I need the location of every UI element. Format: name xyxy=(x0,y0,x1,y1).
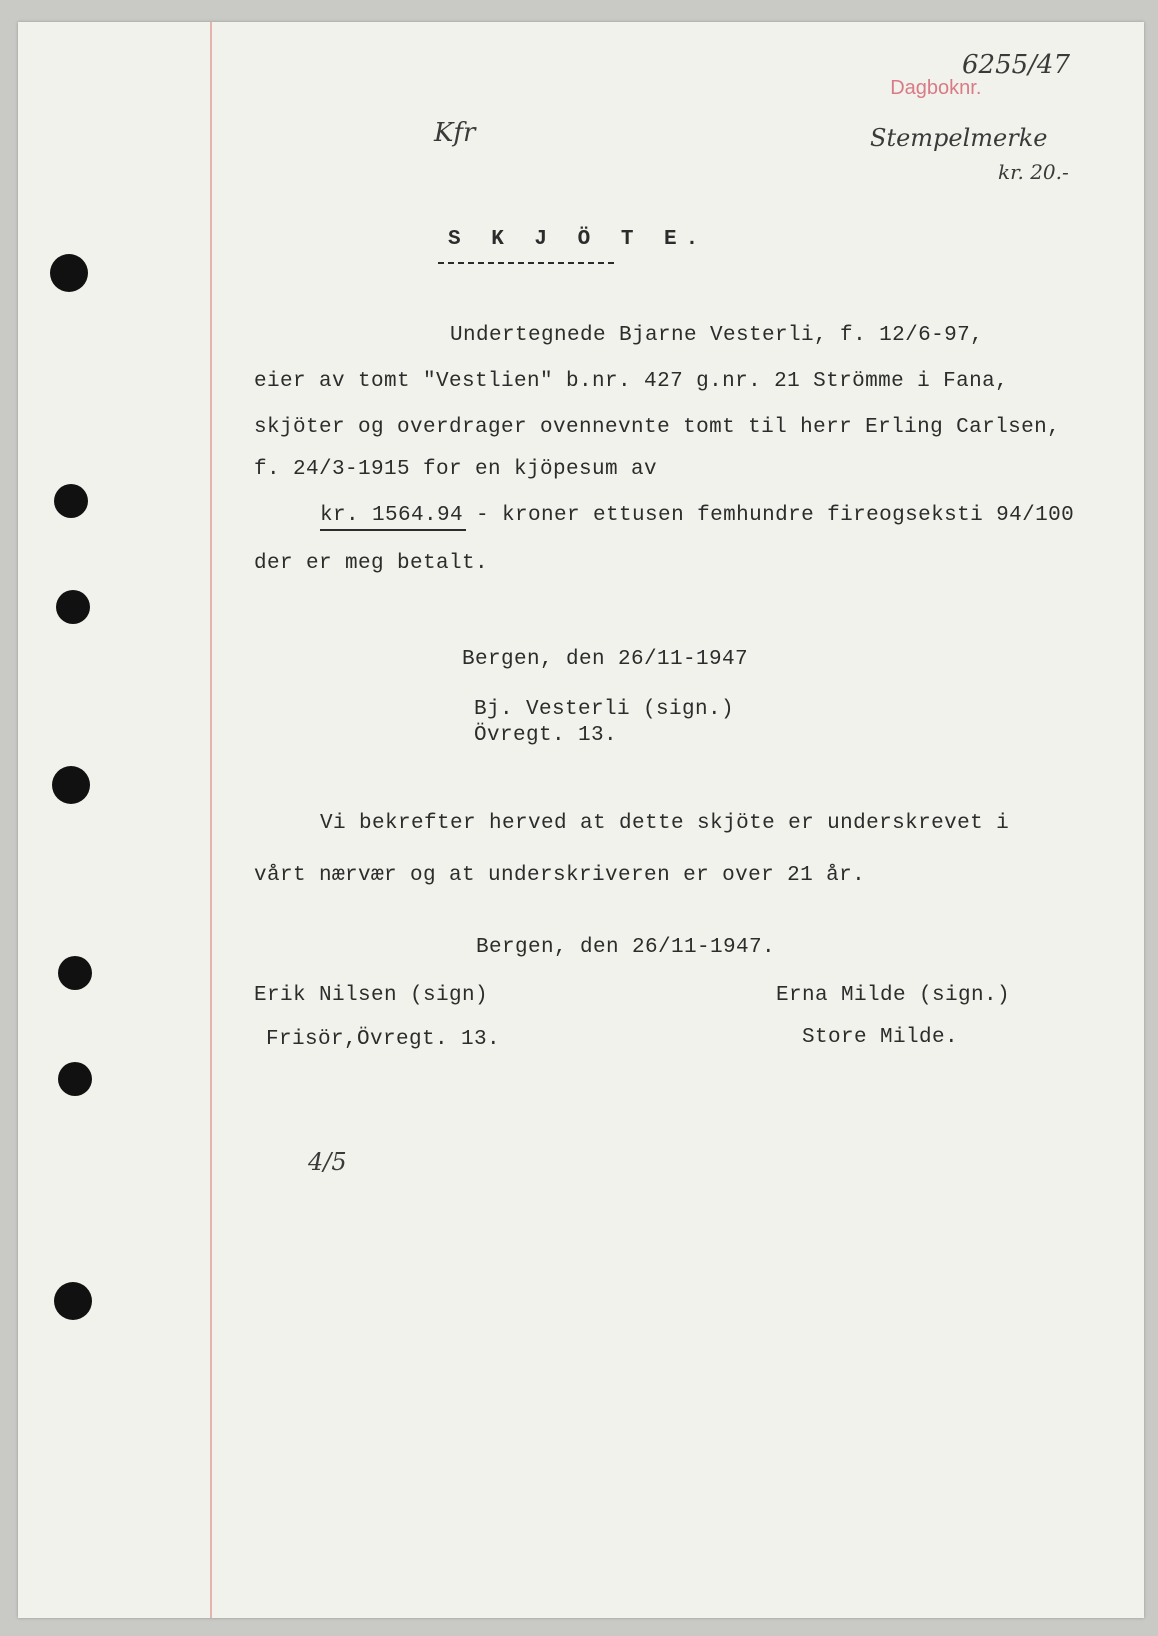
date-1: Bergen, den 26/11-1947 xyxy=(462,648,749,671)
para1-line3: skjöter og overdrager ovennevnte tomt til herr Erling Carlsen, xyxy=(254,416,1061,439)
seller-address: Övregt. 13. xyxy=(474,724,618,747)
seller-signature: Bj. Vesterli (sign.) xyxy=(474,698,735,721)
para1-line1: Undertegnede Bjarne Vesterli, f. 12/6-97, xyxy=(450,324,984,347)
para2-line2: vårt nærvær og at underskriveren er over 21 år. xyxy=(254,864,866,887)
document-page xyxy=(18,22,1144,1618)
witness1-name: Erik Nilsen (sign) xyxy=(254,984,489,1007)
amount-words: - kroner ettusen femhundre fireogseksti 94/100 xyxy=(463,504,1075,527)
footer-initials: 4/5 xyxy=(308,1148,347,1176)
para2-line1: Vi bekrefter herved at dette skjöte er underskrevet i xyxy=(320,812,1010,835)
punch-hole xyxy=(54,1282,92,1320)
title-underline xyxy=(438,262,614,264)
initials: Kfr xyxy=(434,118,476,148)
stamp-note-line1: Stempelmerke xyxy=(870,124,1048,152)
margin-line xyxy=(210,22,212,1618)
witness1-address: Frisör,Övregt. 13. xyxy=(266,1028,501,1051)
dagbok-number: 6255/47 xyxy=(962,50,1071,80)
para1-line4: f. 24/3-1915 for en kjöpesum av xyxy=(254,458,658,481)
dagbok-stamp-label: Dagboknr. xyxy=(890,77,982,99)
date-2: Bergen, den 26/11-1947. xyxy=(476,936,776,959)
paid-line: der er meg betalt. xyxy=(254,552,489,575)
witness2-name: Erna Milde (sign.) xyxy=(776,984,1011,1007)
stamp-note-line2: kr. 20.- xyxy=(998,160,1069,184)
punch-hole xyxy=(58,956,92,990)
punch-hole xyxy=(52,766,90,804)
amount-line xyxy=(320,504,1074,527)
punch-hole xyxy=(56,590,90,624)
document-title: S K J Ö T E. xyxy=(448,228,708,251)
punch-hole xyxy=(50,254,88,292)
punch-hole xyxy=(54,484,88,518)
amount-underline xyxy=(320,529,466,531)
amount-value: kr. 1564.94 xyxy=(320,504,464,527)
witness2-address: Store Milde. xyxy=(802,1026,959,1049)
punch-hole xyxy=(58,1062,92,1096)
para1-line2: eier av tomt "Vestlien" b.nr. 427 g.nr. 21 Strömme i Fana, xyxy=(254,370,1009,393)
